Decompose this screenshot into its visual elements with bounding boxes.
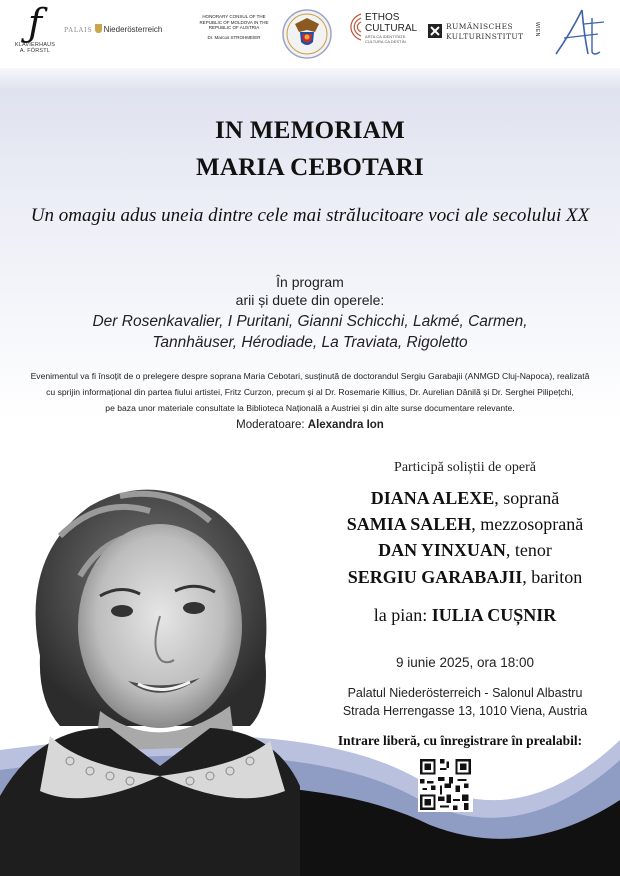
title-line1: IN MEMORIAM <box>214 117 406 144</box>
consul-line3: REPUBLIC OF AUSTRIA <box>208 25 260 30</box>
portrait-photo <box>0 466 300 876</box>
moldova-coat-of-arms-icon <box>278 8 336 60</box>
piano-line <box>300 605 620 626</box>
soloist-1-name: DIANA ALEXE <box>370 488 495 508</box>
event-datetime: 9 iunie 2025, ora 18:00 <box>395 655 535 670</box>
qr-code-icon[interactable] <box>418 757 473 812</box>
ethos-arc-icon <box>341 12 363 42</box>
soloist-1 <box>300 488 620 509</box>
ethos-tag1: ARTA CA IDENTITATE. <box>365 34 407 39</box>
consul-logo <box>193 14 275 40</box>
rki-square-icon <box>428 24 442 38</box>
soloist-3-name: DAN YINXUAN <box>378 540 506 560</box>
rki-logo <box>428 22 540 42</box>
at-monogram-logo-icon <box>548 4 610 60</box>
soloist-4 <box>300 567 620 588</box>
description-line1: Evenimentul va fi însoțit de o prelegere despre soprana Maria Cebotari, susținută de doctorandul Sergiu Garabajii (ANMGD Cluj-Napoca), realizată <box>30 371 590 381</box>
consul-signature: Dr. Marcus STROHMEIER <box>207 34 261 40</box>
consul-line2: REPUBLIC OF MOLDOVA IN THE <box>199 19 269 25</box>
palais-name: Niederösterreich <box>103 25 163 34</box>
subtitle: Un omagiu adus uneia dintre cele mai strălucitoare voci ale secolului XX <box>30 205 590 226</box>
program-heading: În program <box>276 274 344 290</box>
soloist-2-voice: , mezzosoprană <box>471 514 584 534</box>
entry-note: Intrare liberă, cu înregistrare în prealabil: <box>337 733 583 748</box>
piano-name: IULIA CUȘNIR <box>431 605 557 625</box>
logo-strip <box>0 0 620 68</box>
description-line2: cu sprijin informațional din partea fiului artistei, Fritz Curzon, precum și al Dr. Rosemarie Killius, Dr. Aurelian Dănilă și Dr. Serghei Pilipețchi, <box>46 387 574 397</box>
ethos-line2: CULTURAL <box>365 23 418 34</box>
klavierhaus-line1: KLAVIERHAUS <box>14 42 56 48</box>
klavierhaus-line2: A. FÖRSTL <box>19 48 51 54</box>
ethos-line1: ETHOS <box>365 12 400 23</box>
soloist-3 <box>300 540 620 561</box>
palais-logo <box>64 24 194 34</box>
description-line3: pe baza unor materiale consultate la Biblioteca Națională a Austriei și din alte surse documentare relevante. <box>105 403 515 413</box>
program-works-line2: Tannhäuser, Hérodiade, La Traviata, Rigoletto <box>152 334 468 351</box>
klavierhaus-logo <box>6 1 64 54</box>
klavierhaus-f-icon: ƒ <box>27 1 43 45</box>
soloist-4-voice: , bariton <box>522 567 583 587</box>
palais-prefix: PALAIS <box>64 27 93 34</box>
piano-label: la pian: <box>373 605 428 625</box>
venue-line2: Strada Herrengasse 13, 1010 Viena, Austria <box>342 704 588 718</box>
soloist-1-voice: , soprană <box>494 488 560 508</box>
soloist-3-voice: , tenor <box>505 540 552 560</box>
ethos-cultural-logo <box>341 12 425 44</box>
program-works-line1: Der Rosenkavalier, I Puritani, Gianni Schicchi, Lakmé, Carmen, <box>92 313 528 330</box>
consul-line1: HONORARY CONSUL OF THE <box>202 14 266 19</box>
moderator-label: Moderatoare: <box>236 419 305 431</box>
ethos-tag2: CULTURA CA DESTIN. <box>365 39 407 44</box>
soloist-2 <box>300 514 620 535</box>
shield-icon <box>95 24 102 33</box>
program-subheading: arii și duete din operele: <box>235 292 385 308</box>
rki-line1: RUMÄNISCHES <box>446 22 514 31</box>
soloist-2-name: SAMIA SALEH <box>346 514 472 534</box>
soloist-4-name: SERGIU GARABAJII <box>347 567 523 587</box>
moderator-name: Alexandra Ion <box>307 419 384 431</box>
venue-line1: Palatul Niederösterreich - Salonul Albastru <box>347 686 583 700</box>
rki-line2: KULTURINSTITUT <box>446 32 524 41</box>
title-line2: MARIA CEBOTARI <box>195 154 425 181</box>
rki-city: WIEN <box>534 22 540 37</box>
moderator <box>0 419 620 431</box>
description <box>0 368 620 416</box>
soloists-heading: Participă soliștii de operă <box>394 460 536 475</box>
